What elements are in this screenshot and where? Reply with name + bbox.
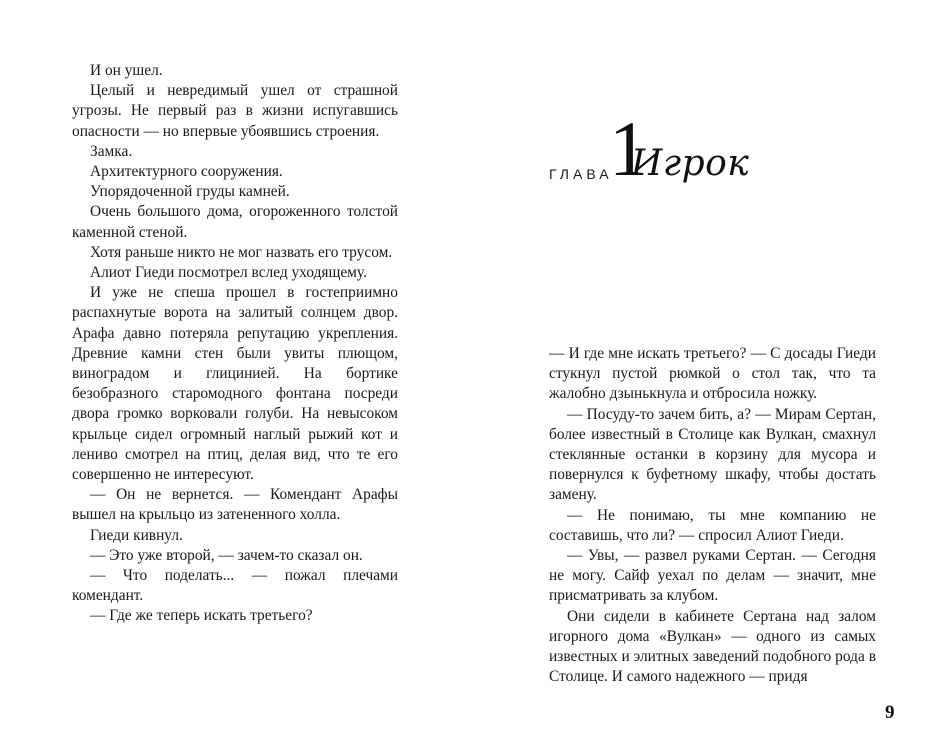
paragraph: Хотя раньше никто не мог назвать его трусом. [90,243,393,261]
paragraph: Они сидели в кабинете Сертана над залом игорного дома «Вулкан» — одного из самых известных и элитных заведений подобного рода в Столице. И самого надежного — придя [549,607,876,686]
paragraph: Гиеди кивнул. [90,526,183,544]
paragraph: Замка. [90,142,133,160]
paragraph: И уже не спеша прошел в гостеприимно распахнутые ворота на залитый солнцем двор. Арафа давно потеряла репутацию укрепления. Древние камни стен были увиты плющом, виноградом и глицинией. На бортике безобразного старомодного фонтана посреди двора громко ворковали голуби. На невысоком крыльце сидел огромный наглый рыжий кот и лениво смотрел на птиц, делая вид, что те его совершенно не интересуют. [72,284,398,484]
paragraph: Архитектурного сооружения. [90,163,283,181]
paragraph: — Увы, — развел руками Сертан. — Сегодня не могу. Сайф уехал по делам — значит, мне присматривать за клубом. [549,547,876,605]
chapter-number: 1 [609,105,648,192]
paragraph: Целый и невредимый ушел от страшной угрозы. Не первый раз в жизни испугавшись опасности — но впервые убоявшись строения. [72,82,398,140]
page-number: 9 [885,702,895,723]
paragraph: — Это уже второй, — зачем-то сказал он. [90,546,363,564]
paragraph: Упорядоченной груды камней. [90,183,290,201]
paragraph: — Он не вернется. — Комендант Арафы вышел на крыльцо из затененного холла. [72,486,398,524]
paragraph: — Не понимаю, ты мне компанию не составишь, что ли? — спросил Алиот Гиеди. [549,506,876,544]
chapter-heading [549,105,809,200]
left-page [0,0,473,750]
paragraph: Алиот Гиеди посмотрел вслед уходящему. [90,264,367,282]
left-page-text [72,61,398,627]
paragraph: Очень большого дома, огороженного толстой каменной стеной. [72,203,398,241]
paragraph: — Что поделать... — пожал плечами комендант. [72,567,398,605]
paragraph: — Где же теперь искать третьего? [90,607,313,625]
right-page-text [549,344,876,687]
chapter-title: Игрок [631,143,750,184]
paragraph: — Посуду-то зачем бить, а? — Мирам Сертан, более известный в Столице как Вулкан, смахнул стеклянные останки в корзину для мусора и повернулся к буфетному шкафу, чтобы достать замену. [549,405,876,504]
paragraph: — И где мне искать третьего? — С досады Гиеди стукнул пустой рюмкой о стол так, что та жалобно дзынькнула и отбросила ножку. [549,345,876,403]
right-page [473,0,947,750]
paragraph: И он ушел. [90,62,163,79]
chapter-label: ГЛАВА [549,166,613,182]
